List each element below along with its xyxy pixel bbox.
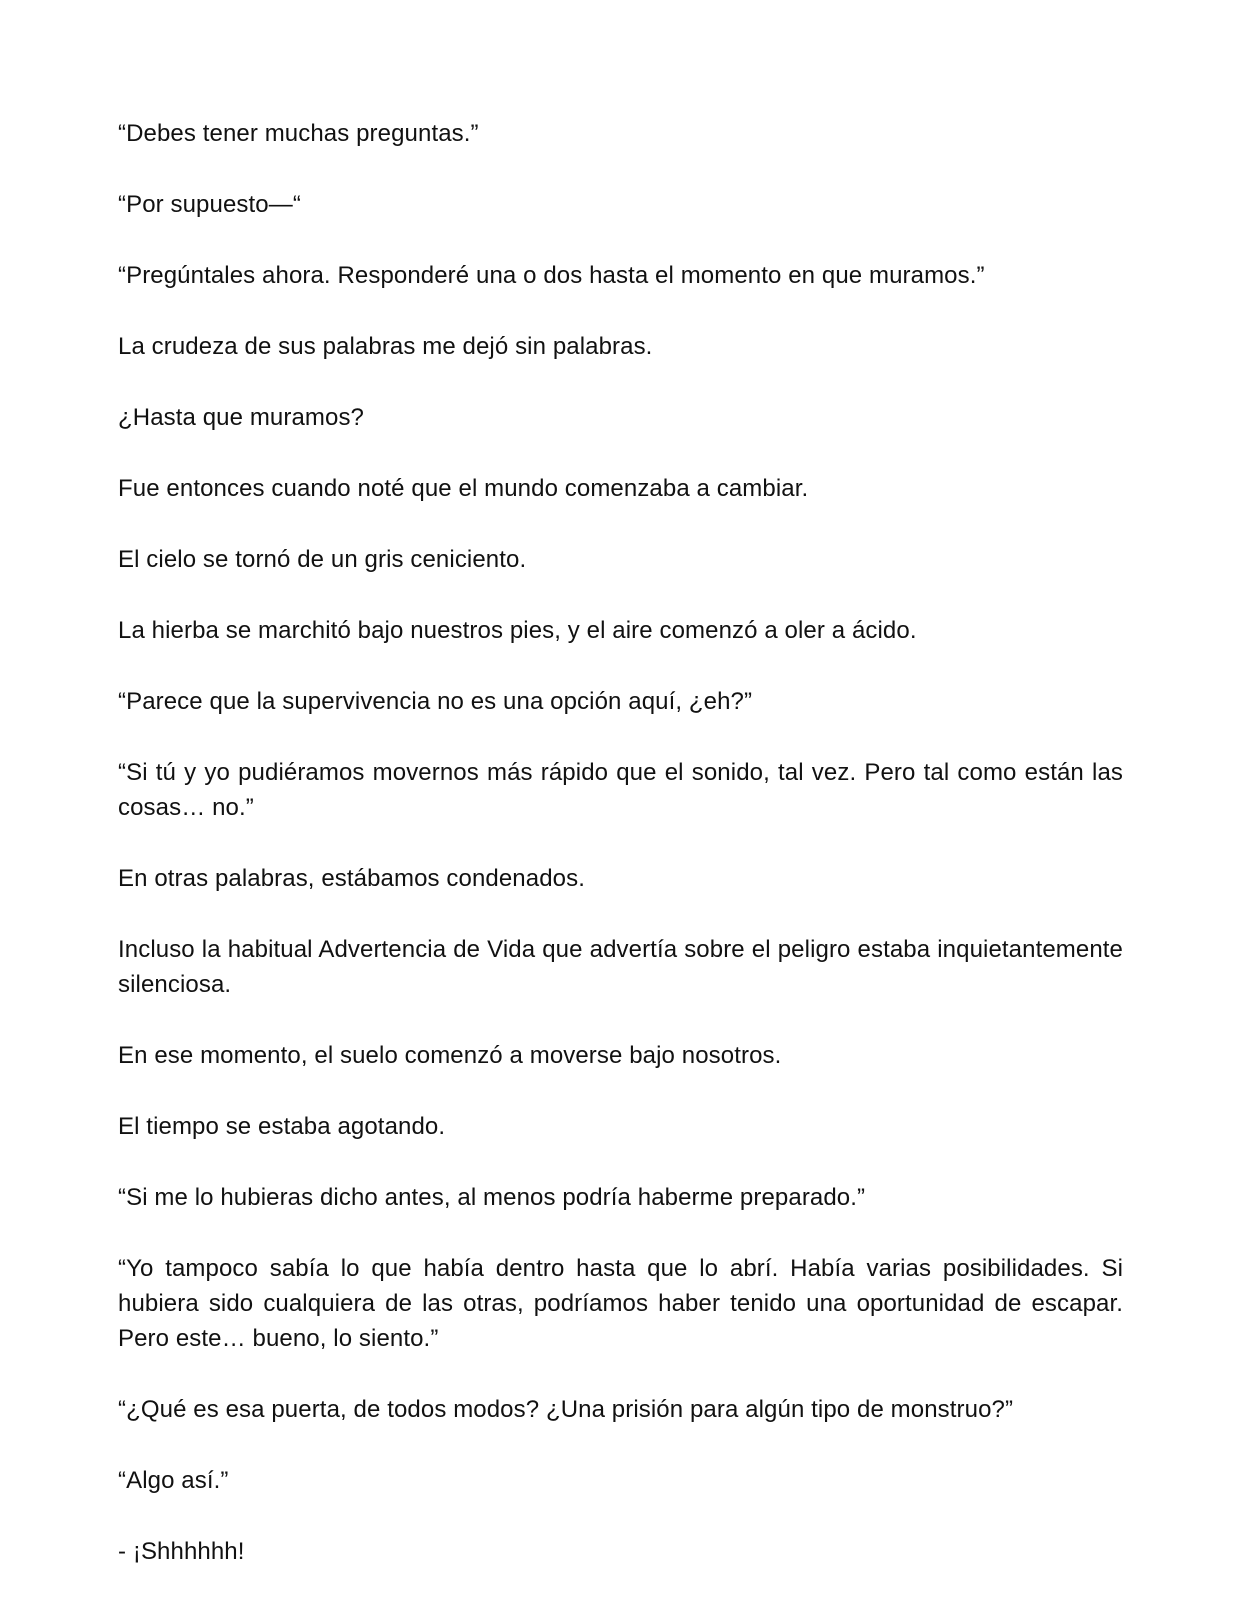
paragraph-6: Fue entonces cuando noté que el mundo comenzaba a cambiar. <box>118 475 809 502</box>
paragraph-11: En otras palabras, estábamos condenados. <box>118 865 585 892</box>
paragraph-17: “¿Qué es esa puerta, de todos modos? ¿Una prisión para algún tipo de monstruo?” <box>118 1396 1014 1423</box>
paragraph-2: “Por supuesto—“ <box>118 191 301 218</box>
paragraph-9: “Parece que la supervivencia no es una opción aquí, ¿eh?” <box>118 688 753 715</box>
paragraph-13: En ese momento, el suelo comenzó a moverse bajo nosotros. <box>118 1042 782 1069</box>
paragraph-1: “Debes tener muchas preguntas.” <box>118 120 479 147</box>
paragraph-15: “Si me lo hubieras dicho antes, al menos podría haberme preparado.” <box>118 1184 866 1211</box>
paragraph-16: “Yo tampoco sabía lo que había dentro hasta que lo abrí. Había varias posibilidades. Si hubiera sido cualquiera de las otras, podríamos haber tenido una oportunidad de escapar. Pero este… bueno, lo siento.” <box>118 1255 1123 1352</box>
paragraph-8: La hierba se marchitó bajo nuestros pies, y el aire comenzó a oler a ácido. <box>118 617 917 644</box>
document-body <box>118 116 1123 1569</box>
paragraph-10: “Si tú y yo pudiéramos movernos más rápido que el sonido, tal vez. Pero tal como están las cosas… no.” <box>118 759 1123 821</box>
paragraph-12: Incluso la habitual Advertencia de Vida que advertía sobre el peligro estaba inquietantemente silenciosa. <box>118 936 1123 998</box>
paragraph-4: La crudeza de sus palabras me dejó sin palabras. <box>118 333 653 360</box>
paragraph-7: El cielo se tornó de un gris ceniciento. <box>118 546 527 573</box>
paragraph-5: ¿Hasta que muramos? <box>118 404 365 431</box>
paragraph-19: - ¡Shhhhhh! <box>118 1538 245 1565</box>
paragraph-18: “Algo así.” <box>118 1467 229 1494</box>
paragraph-14: El tiempo se estaba agotando. <box>118 1113 446 1140</box>
paragraph-3: “Pregúntales ahora. Responderé una o dos hasta el momento en que muramos.” <box>118 262 985 289</box>
